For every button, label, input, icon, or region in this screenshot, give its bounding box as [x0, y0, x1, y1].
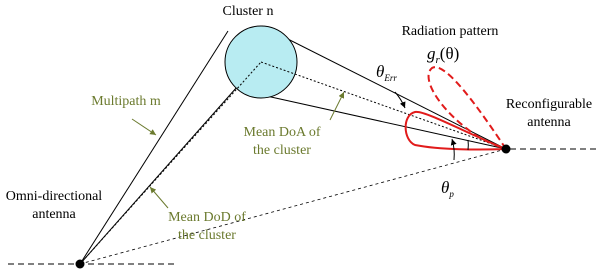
- omni-label-line2: antenna: [32, 207, 76, 222]
- gain-subscript: r: [435, 54, 440, 66]
- theta-err-label: [376, 62, 397, 83]
- mean-doa-arrow: [330, 92, 344, 120]
- omni-label-line1: Omni-directional: [5, 189, 103, 204]
- theta-err-arc: [395, 92, 405, 108]
- mean-dod-label-line1: Mean DoD of: [168, 210, 246, 225]
- multipath-label: Multipath m: [91, 94, 161, 109]
- reconfigurable-label-line2: antenna: [527, 115, 571, 130]
- omni-antenna-dot: [76, 260, 85, 269]
- multipath-arrow: [132, 119, 156, 135]
- theta-p-subscript: p: [449, 189, 454, 199]
- gain-function-label: [427, 44, 459, 66]
- theta-err-symbol: θ: [376, 62, 385, 81]
- gain-argument: (θ): [439, 44, 460, 63]
- mean-dod-label-line2: the cluster: [178, 228, 236, 243]
- theta-p-label: [441, 178, 454, 199]
- mean-doa-label-line2: the cluster: [253, 143, 311, 158]
- direct-path-line: [80, 149, 506, 264]
- theta-p-symbol: θ: [441, 178, 450, 197]
- radiation-pattern-dashed: [429, 67, 506, 149]
- theta-err-subscript: Err: [384, 73, 397, 83]
- cone-bottom-edge: [262, 95, 506, 149]
- gain-symbol: g: [427, 44, 436, 63]
- cluster-label: Cluster n: [222, 4, 274, 19]
- mean-doa-label-line1: Mean DoA of: [243, 125, 321, 140]
- reconfigurable-label-line1: Reconfigurable: [505, 97, 593, 112]
- reconfigurable-antenna-dot: [502, 145, 511, 154]
- mean-dod-arrow: [150, 187, 168, 208]
- radiation-pattern-label: Radiation pattern: [401, 24, 499, 39]
